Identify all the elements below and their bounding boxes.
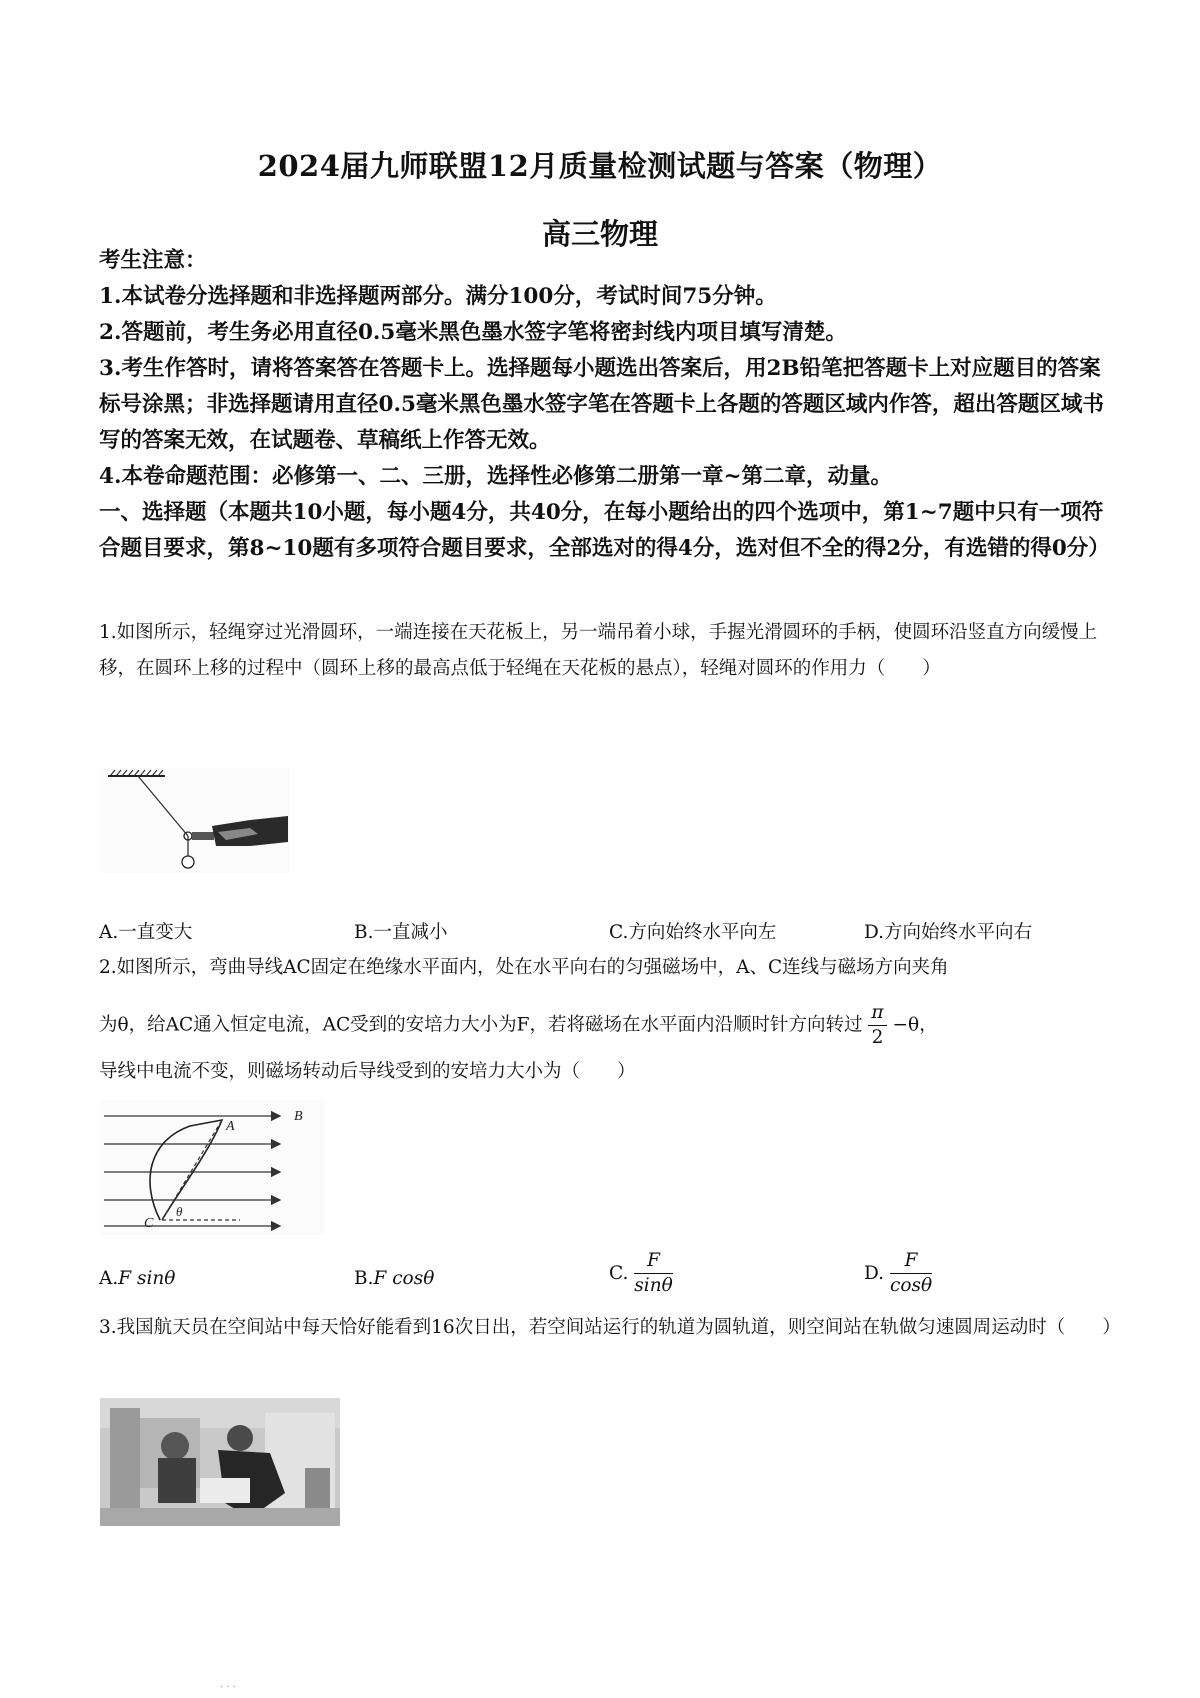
notice-item-4: 4.本卷命题范围：必修第一、二、三册，选择性必修第二册第一章~第二章，动量。 bbox=[99, 464, 892, 489]
option-b-expr: F cosθ bbox=[373, 1268, 435, 1289]
option-c[interactable]: C.方向始终水平向左 bbox=[609, 922, 777, 943]
notice-block bbox=[99, 243, 1119, 567]
question-2-line-1: 2.如图所示，弯曲导线AC固定在绝缘水平面内，处在水平向右的匀强磁场中，A、C连线与磁场方向夹角 bbox=[99, 957, 949, 978]
fraction-denominator: cosθ bbox=[889, 1274, 933, 1296]
option-b[interactable] bbox=[354, 1268, 434, 1289]
section-heading: 一、选择题（本题共10小题，每小题4分，共40分，在每小题给出的四个选项中，第1~7题中只有一项符合题目要求，第8~10题有多项符合题目要求，全部选对的得4分，选对但不全的得2分，有选错的得0分） bbox=[99, 500, 1110, 561]
option-c-fraction bbox=[634, 1252, 672, 1295]
label-theta: θ bbox=[176, 1204, 183, 1219]
question-2-line-3: 导线中电流不变，则磁场转动后导线受到的安培力大小为（ ） bbox=[99, 1061, 636, 1082]
label-b: B bbox=[294, 1109, 303, 1124]
notice-item-1: 1.本试卷分选择题和非选择题两部分。满分100分，考试时间75分钟。 bbox=[99, 284, 777, 309]
option-a-label: A. bbox=[99, 1268, 119, 1289]
option-a[interactable]: A.一直变大 bbox=[99, 922, 193, 943]
label-c: C bbox=[144, 1216, 154, 1231]
question-1-figure bbox=[100, 768, 290, 873]
label-a: A bbox=[226, 1119, 235, 1134]
option-d[interactable] bbox=[864, 1252, 932, 1295]
option-a[interactable] bbox=[99, 1268, 175, 1289]
question-2-options bbox=[99, 1250, 1119, 1308]
page-subtitle: 高三物理 bbox=[541, 217, 658, 251]
notice-item-2: 2.答题前，考生务必用直径0.5毫米黑色墨水签字笔将密封线内项目填写清楚。 bbox=[99, 320, 847, 345]
option-a-expr: F sinθ bbox=[118, 1268, 176, 1289]
fraction-denominator: 2 bbox=[871, 1026, 884, 1048]
question-1-stem: 1.如图所示，轻绳穿过光滑圆环，一端连接在天花板上，另一端吊着小球，手握光滑圆环的手柄，使圆环沿竖直方向缓慢上移，在圆环上移的过程中（圆环上移的最高点低于轻绳在天花板的悬点），轻绳对圆环的作用力（ ） bbox=[99, 622, 1098, 679]
option-d-fraction bbox=[890, 1252, 932, 1295]
notice-heading: 考生注意： bbox=[99, 248, 207, 273]
question-3-stem: 3.我国航天员在空间站中每天恰好能看到16次日出，若空间站运行的轨道为圆轨道，则空间站在轨做匀速圆周运动时（ ） bbox=[99, 1317, 1121, 1338]
pi-over-2-fraction bbox=[868, 1004, 886, 1047]
footer-mark: · · · bbox=[220, 1682, 236, 1693]
option-c-label: C. bbox=[609, 1263, 629, 1284]
page-title: 2024届九师联盟12月质量检测试题与答案（物理） bbox=[257, 149, 943, 183]
option-d[interactable]: D.方向始终水平向右 bbox=[864, 922, 1033, 943]
question-2-figure bbox=[100, 1100, 325, 1235]
notice-item-3: 3.考生作答时，请将答案答在答题卡上。选择题每小题选出答案后，用2B铅笔把答题卡上对应题目的答案标号涂黑；非选择题请用直径0.5毫米黑色墨水签字笔在答题卡上各题的答题区域内作答，超出答题区域书写的答案无效，在试题卷、草稿纸上作答无效。 bbox=[99, 356, 1104, 453]
question-2-line-2-text: 为θ，给AC通入恒定电流，AC受到的安培力大小为F，若将磁场在水平面内沿顺时针方向转过 bbox=[99, 1014, 863, 1036]
fraction-denominator: sinθ bbox=[634, 1274, 673, 1296]
fraction-numerator: π bbox=[868, 1004, 886, 1026]
option-b[interactable]: B.一直减小 bbox=[354, 922, 448, 943]
option-b-label: B. bbox=[354, 1268, 374, 1289]
option-c[interactable] bbox=[609, 1252, 673, 1295]
fraction-tail: −θ， bbox=[892, 1014, 938, 1036]
question-3-photo bbox=[100, 1398, 340, 1526]
option-d-label: D. bbox=[864, 1263, 885, 1284]
fraction-numerator: F bbox=[634, 1252, 672, 1274]
fraction-numerator: F bbox=[890, 1252, 932, 1274]
question-2-line-2 bbox=[99, 1004, 1119, 1047]
